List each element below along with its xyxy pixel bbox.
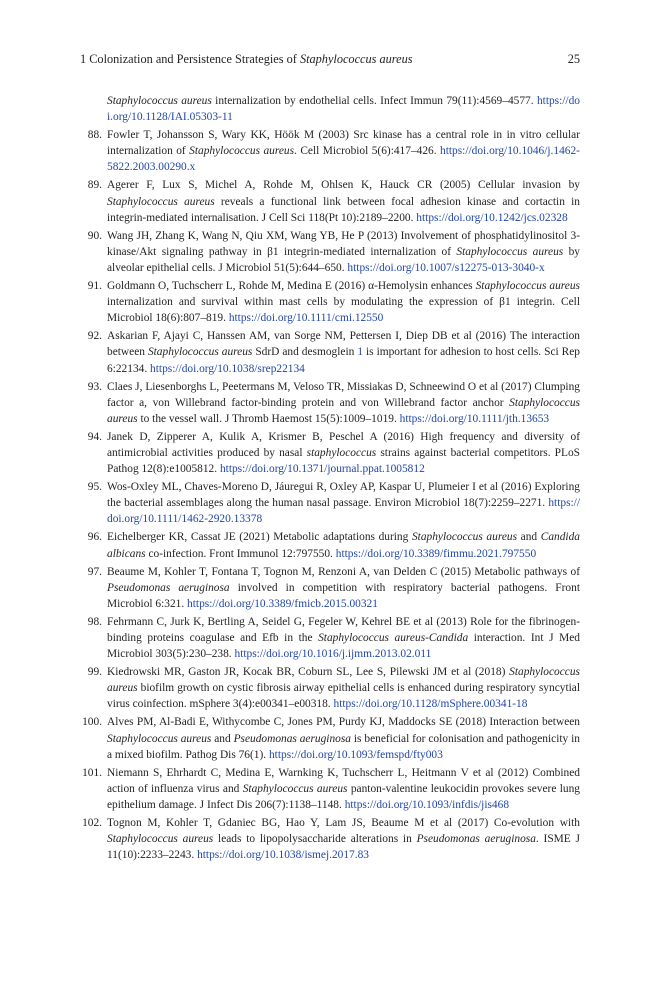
- reference-text: to the vessel wall. J Thromb Haemost 15(5):1009–1019.: [137, 412, 400, 425]
- page-number: 25: [567, 52, 580, 66]
- reference-text: co-infection. Front Immunol 12:797550.: [145, 547, 336, 560]
- doi-link[interactable]: https://doi.org/10.1093/infdis/jis468: [344, 798, 510, 811]
- species-name: Pseudomonas aeruginosa: [416, 833, 536, 846]
- reference-text: Janek D, Zipperer A, Kulik A, Krismer B, Peschel A (2016) High frequency and diversity of antimicrobial activities produced by nasal: [107, 430, 580, 459]
- reference-text: is beneficial for colonisation and pathogenicity in a mixed biofilm. Pathog Dis 76(1).: [107, 732, 580, 761]
- reference-text: Wang JH, Zhang K, Wang N, Qiu XM, Wang YB, He P (2013) Involvement of phosphatidylinositol 3-kinase/Akt signaling pathway in β1 integrin-mediated internalization of: [107, 229, 580, 258]
- reference-text: Eichelberger KR, Cassat JE (2021) Metabolic adaptations during: [107, 531, 412, 544]
- reference-text: leads to lipopolysaccharide alterations in: [213, 833, 417, 846]
- reference-text: internalization and survival within mast cells by modulating the expression of β1 integrin. Cell Microbiol 18(6):807–819.: [107, 296, 580, 325]
- reference-text: Beaume M, Kohler T, Fontana T, Tognon M, Renzoni A, van Delden C (2015) Metabolic pathways of: [107, 565, 580, 578]
- reference-number: 91.: [87, 280, 102, 293]
- reference-text: SdrD and desmoglein: [252, 346, 358, 359]
- reference-text: panton-valentine leukocidin provokes severe lung epithelium damage. J Infect Dis 206(7):1138–1148.: [107, 782, 580, 811]
- doi-link[interactable]: https://doi.org/10.1038/ismej.2017.83: [197, 849, 369, 862]
- reference-text: interaction. Int J Med Microbiol 303(5):230–238.: [107, 632, 580, 661]
- reference-number: 90.: [87, 229, 102, 242]
- reference-text: Fowler T, Johansson S, Wary KK, Höök M (2003) Src kinase has a central role in in vitro cellular internalization of: [107, 129, 580, 158]
- reference-text: Wos-Oxley ML, Chaves-Moreno D, Jáuregui R, Oxley AP, Kaspar U, Plumeier I et al (2016) Exploring the bacterial assemblages along the human nasal passage. Environ Microbiol 18(7):2259–2271.: [107, 481, 580, 510]
- species-name: Staphylococcus aureus: [456, 245, 564, 258]
- chapter-title: [80, 51, 413, 67]
- reference-text: internalization by endothelial cells. Infect Immun 79(11):4569–4577.: [211, 95, 537, 107]
- species-name: staphylococcus: [306, 446, 377, 459]
- reference-item: [80, 228, 580, 276]
- reference-number: 93.: [87, 380, 102, 393]
- reference-number: 100.: [82, 716, 102, 729]
- reference-item: [80, 379, 580, 427]
- running-header: [80, 51, 580, 67]
- reference-item: [80, 93, 580, 125]
- doi-link[interactable]: https://doi.org/10.3389/fimmu.2021.797550: [335, 547, 537, 560]
- reference-number: 101.: [82, 766, 102, 779]
- reference-text: Niemann S, Ehrhardt C, Medina E, Warnking K, Tuchscherr L, Heitmann V et al (2012) Combined action of influenza virus and: [107, 766, 580, 795]
- doi-link[interactable]: https://doi.org/10.1128/IAI.05303-11: [107, 95, 580, 124]
- reference-item: [80, 278, 580, 326]
- reference-item: [80, 664, 580, 712]
- doi-link[interactable]: https://doi.org/10.1128/mSphere.00341-18: [333, 698, 528, 711]
- reference-text: Goldmann O, Tuchscherr L, Rohde M, Medina E (2016) α-Hemolysin enhances: [107, 280, 476, 293]
- species-name: Staphylococcus aureus: [107, 95, 212, 107]
- reference-text: is important for adhesion to host cells. Sci Rep 6:22134.: [107, 346, 580, 375]
- doi-link[interactable]: https://doi.org/10.1038/srep22134: [150, 362, 305, 375]
- doi-link[interactable]: https://doi.org/10.1371/journal.ppat.1005812: [219, 463, 425, 476]
- species-name: Candida albicans: [107, 531, 580, 560]
- species-name: Staphylococcus aureus: [107, 833, 214, 846]
- reference-number: 94.: [87, 430, 102, 443]
- reference-text: and: [211, 732, 234, 745]
- reference-text: reveals a functional link between focal adhesion kinase and cortactin in integrin-mediated internalisation. J Cell Sci 118(Pt 10):2189–2200.: [107, 195, 580, 224]
- doi-link[interactable]: https://doi.org/10.1007/s12275-013-3040-x: [347, 261, 545, 274]
- doi-link[interactable]: https://doi.org/10.1111/cmi.12550: [228, 312, 384, 325]
- reference-list: [80, 93, 580, 865]
- species-name: Staphylococcus aureus-Candida: [318, 632, 469, 644]
- reference-item: [80, 127, 580, 175]
- reference-text: Tognon M, Kohler T, Gdaniec BG, Hao Y, Lam JS, Beaume M et al (2017) Co-evolution with: [107, 817, 580, 830]
- species-name: Staphylococcus aureus: [107, 396, 580, 425]
- reference-item: [80, 479, 580, 527]
- doi-link[interactable]: https://doi.org/10.1093/femspd/fty003: [268, 748, 443, 761]
- reference-number: 96.: [87, 531, 102, 544]
- reference-text: Claes J, Liesenborghs L, Peetermans M, Veloso TR, Missiakas D, Schneewind O et al (2017) Clumping factor a, von Willebrand factor-binding protein and von Willebrand factor anchor: [107, 380, 580, 409]
- species-name: Staphylococcus aureus: [475, 280, 580, 293]
- species-name: Pseudomonas aeruginosa: [107, 581, 230, 594]
- doi-link[interactable]: https://doi.org/10.1242/jcs.02328: [416, 211, 568, 224]
- reference-text: . Cell Microbiol 5(6):417–426.: [294, 145, 441, 158]
- reference-text: strains against bacterial competitors. PLoS Pathog 12(8):e1005812.: [107, 446, 580, 476]
- species-name: Staphylococcus aureus: [242, 782, 348, 795]
- reference-text: biofilm growth on cystic fibrosis airway epithelial cells is enhanced during respiratory syncytial virus coinfection. mSphere 3(4):e00341–e00318.: [107, 682, 580, 711]
- reference-item: [80, 328, 580, 376]
- reference-item: [80, 714, 580, 762]
- chapter-title-species: Staphylococcus aureus: [299, 52, 413, 66]
- reference-item: [80, 177, 580, 225]
- reference-number: 98.: [87, 615, 102, 628]
- reference-text: . ISME J 11(10):2233–2243.: [107, 833, 580, 862]
- chapter-title-prefix: 1 Colonization and Persistence Strategies of: [80, 52, 300, 66]
- species-name: Staphylococcus aureus: [107, 732, 212, 745]
- reference-item: [80, 564, 580, 612]
- species-name: Staphylococcus aureus: [189, 145, 295, 158]
- reference-number: 97.: [87, 565, 102, 578]
- species-name: Pseudomonas aeruginosa: [233, 732, 351, 745]
- reference-text: Alves PM, Al-Badi E, Withycombe C, Jones PM, Purdy KJ, Maddocks SE (2018) Interaction between: [107, 716, 580, 729]
- doi-link[interactable]: https://doi.org/10.1016/j.ijmm.2013.02.011: [234, 648, 432, 661]
- reference-text: Askarian F, Ajayi C, Hanssen AM, van Sorge NM, Pettersen I, Diep DB et al (2016) The interaction between: [107, 330, 580, 359]
- reference-item: [80, 614, 580, 662]
- doi-link[interactable]: https://doi.org/10.3389/fmicb.2015.00321: [187, 597, 378, 610]
- reference-number: 99.: [87, 666, 102, 679]
- doi-link[interactable]: https://doi.org/10.1111/1462-2920.13378: [107, 497, 580, 526]
- doi-link[interactable]: https://doi.org/10.1111/jth.13653: [399, 412, 550, 425]
- reference-text: Fehrmann C, Jurk K, Bertling A, Seidel G, Fegeler W, Kehrel BE et al (2013) Role for the fibrinogen-binding proteins coagulase and Efb in the: [107, 615, 580, 644]
- reference-text: Agerer F, Lux S, Michel A, Rohde M, Ohlsen K, Hauck CR (2005) Cellular invasion by: [107, 179, 580, 192]
- reference-text: involved in competition with respiratory bacterial pathogens. Front Microbiol 6:321.: [107, 581, 580, 610]
- doi-link[interactable]: https://doi.org/10.1046/j.1462-5822.2003.00290.x: [107, 145, 580, 174]
- reference-number: 102.: [82, 817, 102, 830]
- reference-item: [80, 529, 580, 561]
- reference-text: Kiedrowski MR, Gaston JR, Kocak BR, Coburn SL, Lee S, Pilewski JM et al (2018): [107, 666, 510, 679]
- species-name: Staphylococcus aureus: [411, 531, 518, 544]
- species-name: Staphylococcus aureus: [147, 346, 253, 359]
- reference-item: [80, 429, 580, 477]
- doi-link[interactable]: 1: [357, 346, 364, 359]
- reference-number: 95.: [87, 481, 102, 494]
- species-name: Staphylococcus aureus: [107, 666, 580, 695]
- reference-number: 88.: [87, 129, 102, 142]
- reference-item: [80, 815, 580, 863]
- reference-number: 92.: [87, 330, 102, 343]
- reference-item: [80, 765, 580, 813]
- reference-text: by alveolar epithelial cells. J Microbiol 51(5):644–650.: [107, 245, 580, 274]
- reference-number: 89.: [87, 179, 102, 192]
- species-name: Staphylococcus aureus: [107, 195, 215, 208]
- reference-text: and: [517, 531, 541, 544]
